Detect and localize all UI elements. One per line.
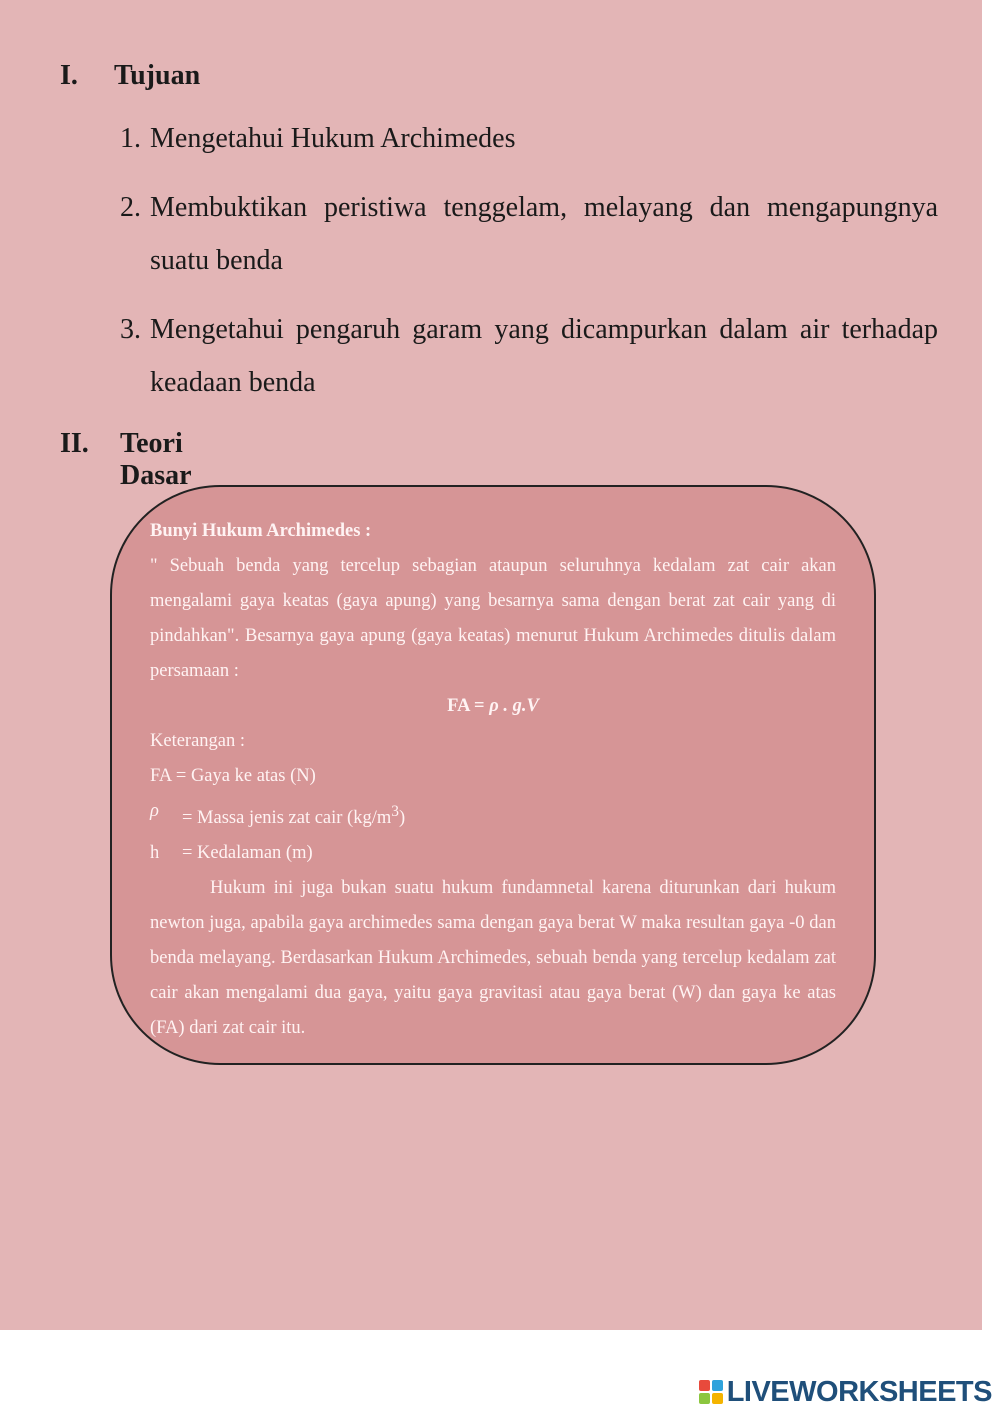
archimedes-statement: " Sebuah benda yang tercelup sebagian ataupun seluruhnya kedalam zat cair akan mengalami gaya keatas (gaya apung) yang besarnya sama dengan berat zat cair yang di pindahkan". Besarnya gaya apung (gaya keatas) menurut Hukum Archimedes ditulis dalam persamaan : xyxy=(150,556,836,681)
note-symbol: h xyxy=(150,843,160,864)
section-title: Teori Dasar xyxy=(120,428,192,491)
logo-square-4 xyxy=(712,1393,723,1404)
theory-heading: Bunyi Hukum Archimedes : xyxy=(150,521,372,541)
note-symbol: ρ xyxy=(150,801,159,821)
theory-paragraph: Hukum ini juga bukan suatu hukum fundamnetal karena diturunkan dari hukum newton juga, apabila gaya archimedes sama dengan gaya berat W maka resultan gaya -0 dan benda melayang. Berdasarkan Hukum Archimedes, sebuah benda yang tercelup kedalam zat cair akan mengalami dua gaya, yaitu gaya gravitasi atau gaya berat (W) dan gaya ke atas (FA) dari zat cair itu. xyxy=(150,878,836,1039)
note-text xyxy=(182,794,405,836)
brand-name: LIVEWORKSHEETS xyxy=(726,1375,992,1408)
note-text-main: = Massa jenis zat cair (kg/m xyxy=(182,808,392,829)
section-heading-teori-dasar xyxy=(60,428,192,491)
formula xyxy=(150,689,836,724)
goal-number: 2. xyxy=(120,192,141,223)
note-superscript: 3 xyxy=(391,803,399,820)
list-item xyxy=(120,181,938,287)
note-text: = Kedalaman (m) xyxy=(182,843,313,864)
formula-rhs: ρ . g.V xyxy=(489,696,539,716)
section-number: II. xyxy=(60,428,89,459)
note-row xyxy=(150,836,836,871)
section-heading-tujuan xyxy=(60,60,201,92)
theory-content xyxy=(150,514,836,1046)
goal-number: 1. xyxy=(120,123,141,154)
note-symbol: FA xyxy=(150,766,172,786)
section-title: Tujuan xyxy=(114,60,201,91)
list-item xyxy=(120,303,938,409)
note-row xyxy=(150,794,836,836)
liveworksheets-logo[interactable] xyxy=(699,1374,992,1410)
logo-grid-icon xyxy=(699,1380,723,1404)
note-text-after: ) xyxy=(398,808,406,829)
logo-square-1 xyxy=(699,1380,710,1391)
goal-text: Mengetahui Hukum Archimedes xyxy=(150,123,516,154)
goal-number: 3. xyxy=(120,314,141,345)
note-text: = Gaya ke atas (N) xyxy=(175,766,316,786)
goals-list xyxy=(120,112,938,425)
goal-text: Mengetahui pengaruh garam yang dicampurkan dalam air terhadap keadaan benda xyxy=(150,314,938,398)
section-number: I. xyxy=(60,60,78,91)
note-row xyxy=(150,759,836,794)
logo-square-3 xyxy=(699,1393,710,1404)
list-item xyxy=(120,112,938,165)
formula-lhs: FA = xyxy=(447,696,490,716)
notes-label: Keterangan : xyxy=(150,731,246,751)
logo-square-2 xyxy=(712,1380,723,1391)
goal-text: Membuktikan peristiwa tenggelam, melayang dan mengapungnya suatu benda xyxy=(150,192,938,276)
